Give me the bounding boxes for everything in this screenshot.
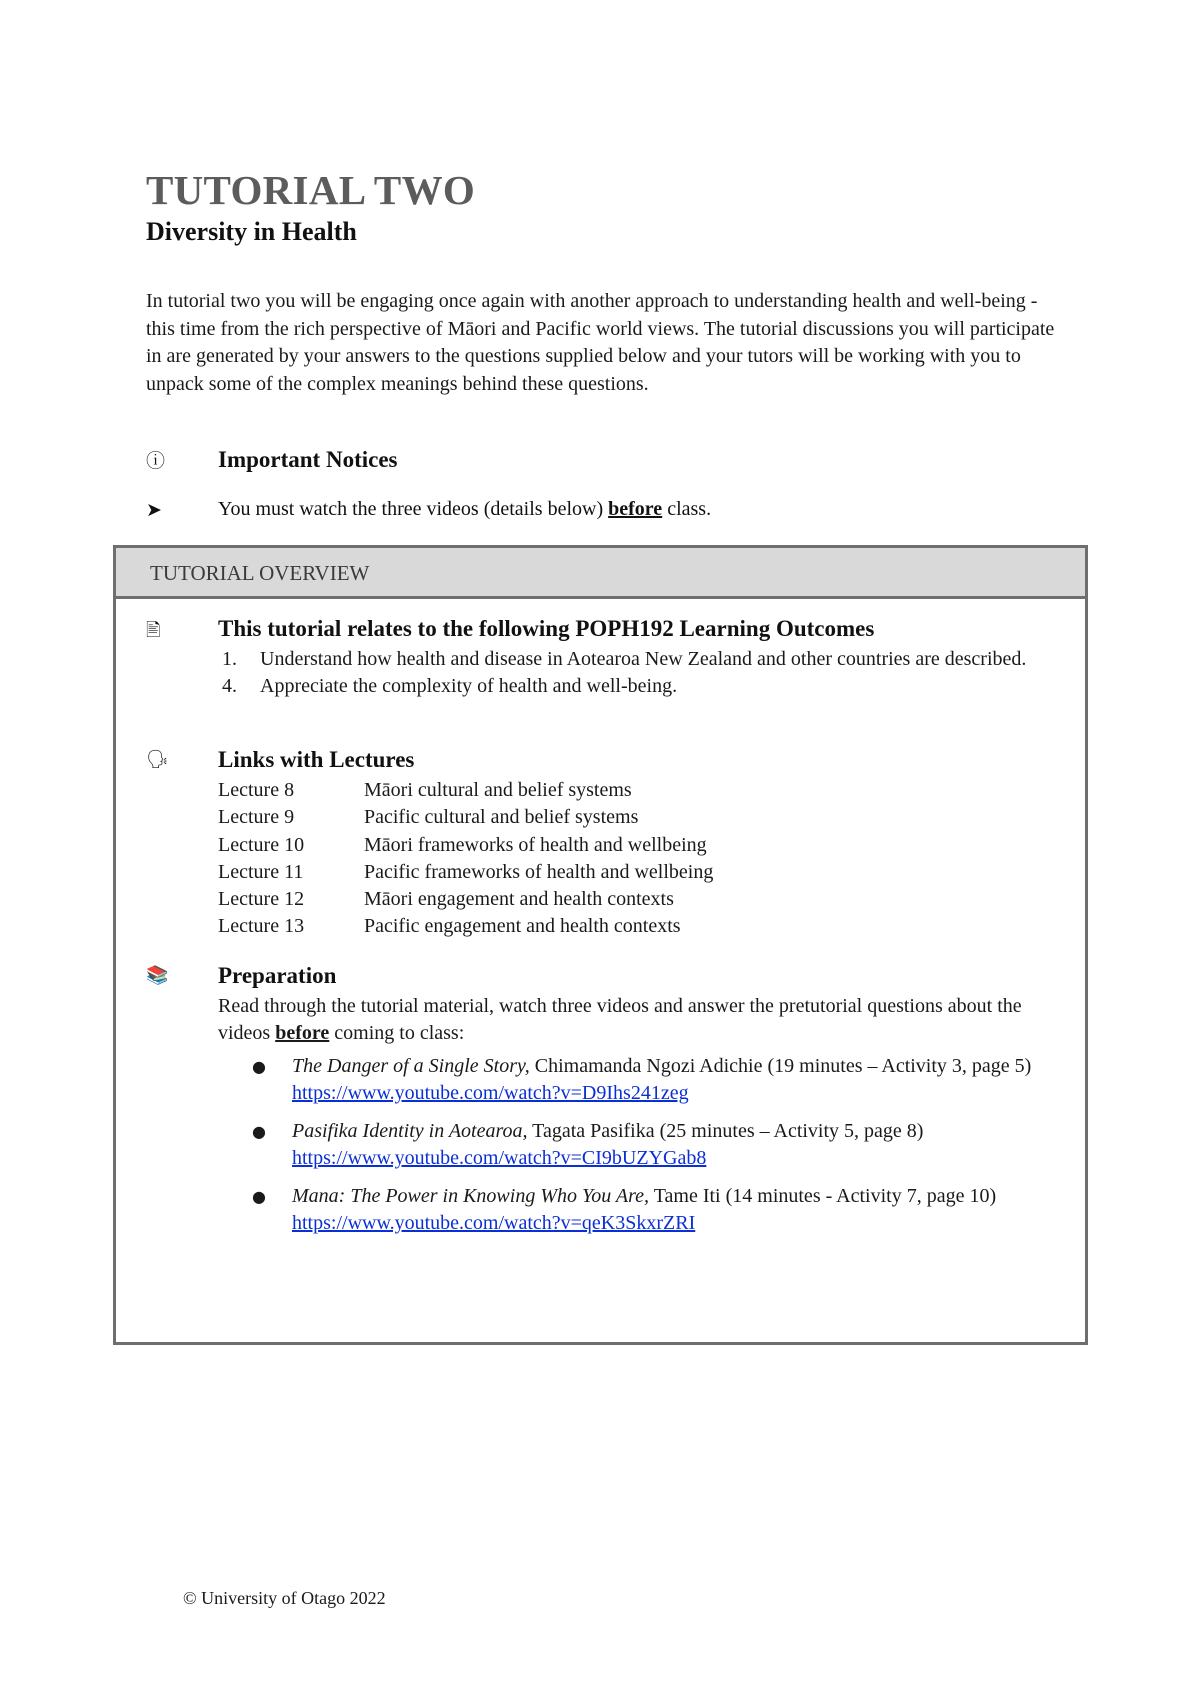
arrow-bullet-icon: ➤ (146, 498, 162, 521)
important-notices-heading: Important Notices (218, 446, 398, 472)
bullet-icon: ● (252, 1057, 266, 1076)
document-icon: 🖹 (146, 620, 161, 641)
list-item (218, 673, 1078, 700)
outcome-number: 1. (222, 648, 237, 670)
list-item (246, 1183, 1046, 1237)
video-details: Tagata Pasifika (25 minutes – Activity 5, page 8) (527, 1120, 924, 1142)
learning-outcomes-list (218, 646, 1078, 700)
lecture-label: Lecture 8 (218, 779, 295, 801)
list-item (218, 913, 713, 940)
lecture-label: Lecture 11 (218, 860, 304, 883)
lecture-topic: Pacific frameworks of health and wellbeing (364, 860, 714, 883)
video-link[interactable]: https://www.youtube.com/watch?v=CI9bUZYGab8 (292, 1147, 707, 1169)
page-title: TUTORIAL TWO (146, 167, 476, 213)
outcome-number: 4. (222, 675, 237, 697)
tutorial-overview-title: TUTORIAL OVERVIEW (150, 561, 370, 585)
notice-text-start: You must watch the three videos (details below) (218, 498, 609, 520)
bullet-icon: ● (252, 1122, 266, 1141)
list-item (218, 804, 713, 831)
video-link[interactable]: https://www.youtube.com/watch?v=qeK3SkxrZRI (292, 1212, 696, 1234)
lecture-label: Lecture 9 (218, 806, 295, 829)
preparation-text-start: Read through the tutorial material, watch three videos and answer the pretutorial questions about the videos (218, 995, 1022, 1044)
list-item (218, 886, 713, 913)
speaker-icon: 🗣 (146, 749, 169, 770)
intro-paragraph: In tutorial two you will be engaging once again with another approach to understanding health and well-being - this time from the rich perspective of Māori and Pacific world views. The tutorial discussions you will participate in are generated by your answers to the questions supplied below and your tutors will be working with you to unpack some of the complex meanings behind these questions. (146, 290, 1055, 395)
lecture-topic: Pacific engagement and health contexts (364, 915, 681, 938)
lecture-label: Lecture 13 (218, 915, 305, 938)
lecture-topic: Māori engagement and health contexts (364, 888, 674, 911)
lecture-label: Lecture 12 (218, 888, 305, 911)
list-item (246, 1118, 1046, 1172)
list-item (218, 777, 713, 804)
video-details: Tame Iti (14 minutes - Activity 7, page 10) (649, 1185, 997, 1207)
lecture-topic: Māori frameworks of health and wellbeing (364, 833, 707, 856)
list-item (218, 859, 713, 886)
lecture-topic: Māori cultural and belief systems (364, 779, 632, 801)
outcome-text: Appreciate the complexity of health and well-being. (260, 675, 678, 697)
page-subtitle: Diversity in Health (146, 217, 357, 246)
learning-outcomes-heading: This tutorial relates to the following POPH192 Learning Outcomes (218, 616, 875, 641)
preparation-text (218, 993, 1078, 1047)
lectures-list (218, 777, 713, 941)
outcome-text: Understand how health and disease in Aotearoa New Zealand and other countries are described. (260, 648, 1027, 670)
notice-item (146, 498, 711, 521)
preparation-text-end: coming to class: (329, 1022, 465, 1044)
lecture-topic: Pacific cultural and belief systems (364, 806, 639, 829)
learning-outcomes-section (146, 616, 1066, 726)
tutorial-overview-header (116, 548, 1085, 599)
video-title: Mana: The Power in Knowing Who You Are, (292, 1185, 650, 1207)
preparation-section (146, 963, 1066, 1303)
books-icon: 📚 (146, 965, 169, 986)
copyright-footer: © University of Otago 2022 (183, 1588, 386, 1608)
preparation-heading: Preparation (218, 963, 337, 988)
list-item (218, 832, 713, 859)
notice-text-end: class. (662, 498, 712, 520)
lectures-section (146, 747, 1066, 947)
lecture-label: Lecture 10 (218, 833, 305, 856)
list-item (246, 1053, 1046, 1107)
video-title: The Danger of a Single Story, (292, 1055, 530, 1077)
info-icon: ⓘ (146, 450, 166, 472)
video-link[interactable]: https://www.youtube.com/watch?v=D9Ihs241zeg (292, 1082, 689, 1104)
notice-text (218, 498, 711, 521)
video-list (246, 1053, 1046, 1248)
bullet-icon: ● (252, 1187, 266, 1206)
notice-text-emphasis: before (608, 498, 663, 520)
lectures-heading: Links with Lectures (218, 747, 415, 772)
list-item (218, 646, 1078, 673)
video-details: Chimamanda Ngozi Adichie (19 minutes – Activity 3, page 5) (529, 1055, 1032, 1077)
important-notices-heading-row (146, 446, 398, 473)
video-title: Pasifika Identity in Aotearoa, (292, 1120, 528, 1142)
preparation-text-emphasis: before (275, 1022, 330, 1044)
